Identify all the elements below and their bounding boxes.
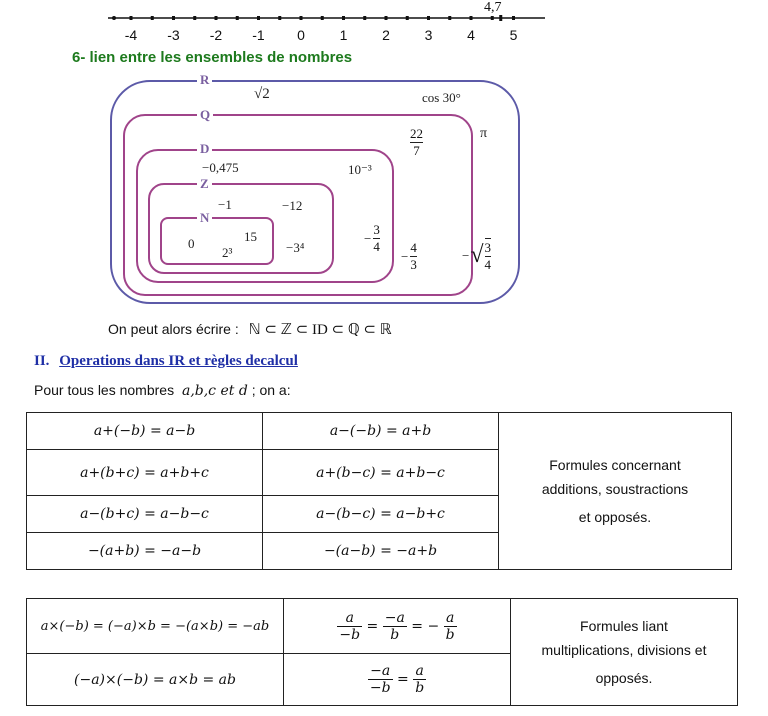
frac-denominator: b bbox=[415, 680, 425, 696]
value-fifteen: 15 bbox=[244, 229, 257, 244]
section-2-intro bbox=[34, 382, 291, 399]
fraction bbox=[485, 238, 492, 273]
equals: = bbox=[366, 618, 379, 634]
multiplication-rules-description bbox=[511, 599, 738, 706]
fraction bbox=[410, 240, 417, 273]
number-line-tick-label: 1 bbox=[339, 27, 348, 43]
formula-cell: a+(−b) = a−b bbox=[27, 413, 263, 450]
frac-denominator: b bbox=[445, 626, 455, 643]
fraction bbox=[444, 610, 457, 643]
number-line-tick-label: 5 bbox=[509, 27, 518, 43]
number-line-tick-label: 4 bbox=[467, 27, 475, 43]
number-line-tick-label: -3 bbox=[167, 27, 180, 43]
addition-rules-description bbox=[499, 413, 732, 570]
description-line: Formules concernant bbox=[549, 457, 681, 473]
number-line-minor-tick bbox=[278, 16, 281, 20]
frac-denominator: 4 bbox=[373, 239, 380, 254]
minus-sign: − bbox=[462, 247, 470, 263]
number-line-tick bbox=[342, 16, 345, 20]
fraction-formula-cell bbox=[284, 599, 511, 654]
formula-cell: a−(b+c) = a−b−c bbox=[27, 496, 263, 533]
formula-cell: −(a−b) = −a+b bbox=[263, 533, 499, 570]
intro-end: ; on a: bbox=[251, 382, 291, 398]
minus-sign: − bbox=[364, 230, 372, 246]
number-line-tick-label: 2 bbox=[382, 27, 390, 43]
value-minus-4-over-3 bbox=[401, 240, 417, 273]
conclusion-formula: ℕ ⊂ ℤ ⊂ ID ⊂ ℚ ⊂ ℝ bbox=[248, 322, 392, 338]
set-z-label: Z bbox=[197, 176, 212, 192]
frac-numerator: a bbox=[345, 609, 354, 626]
value-22-over-7 bbox=[410, 126, 423, 159]
formula-cell: a+(b−c) = a+b−c bbox=[263, 450, 499, 496]
formula-cell: a−(b−c) = a−b+c bbox=[263, 496, 499, 533]
number-line-tick-label: 3 bbox=[424, 27, 433, 43]
number-line-tick bbox=[512, 16, 515, 20]
frac-denominator: b bbox=[390, 626, 400, 643]
description-line: Formules liant bbox=[580, 618, 668, 634]
section-2-title: Operations dans IR et règles decalcul bbox=[59, 353, 298, 369]
value-minus-sqrt-3-over-4 bbox=[462, 238, 491, 273]
multiplication-rules-table bbox=[26, 598, 738, 706]
number-line-tick bbox=[470, 16, 473, 20]
intro-text: Pour tous les nombres bbox=[34, 382, 175, 398]
set-r-label: R bbox=[197, 72, 212, 88]
value-10-pow-minus3: 10⁻³ bbox=[348, 162, 372, 177]
sqrt-sign: √ bbox=[470, 242, 484, 268]
frac-numerator: 3 bbox=[373, 222, 380, 237]
number-line-tick bbox=[385, 16, 388, 20]
conclusion-label: On peut alors écrire : bbox=[108, 321, 239, 337]
fraction bbox=[368, 663, 393, 696]
fraction bbox=[337, 610, 362, 643]
number-line-minor-tick bbox=[151, 16, 154, 20]
value-minus1: −1 bbox=[218, 197, 232, 212]
number-line-tick bbox=[215, 16, 218, 20]
value-cos30: cos 30° bbox=[422, 90, 461, 105]
minus-sign: − bbox=[401, 248, 409, 264]
section-2-heading bbox=[34, 353, 298, 370]
frac-numerator: −a bbox=[370, 663, 391, 679]
number-line-minor-tick bbox=[321, 16, 324, 20]
value-minus-0475: −0,475 bbox=[202, 160, 239, 175]
table-row bbox=[27, 599, 738, 654]
conclusion-line bbox=[108, 320, 392, 339]
addition-rules-table bbox=[26, 412, 732, 570]
description-line: additions, soustractions bbox=[541, 481, 689, 497]
value-minus-3-over-4 bbox=[364, 222, 380, 255]
description-line: et opposés. bbox=[578, 509, 652, 525]
frac-denominator: 3 bbox=[410, 257, 417, 272]
fraction-formula-cell bbox=[284, 654, 511, 706]
intro-variables: a,b,c et d bbox=[181, 383, 248, 399]
set-n-label: N bbox=[197, 210, 212, 226]
frac-numerator: 3 bbox=[484, 240, 492, 255]
frac-denominator: −b bbox=[339, 626, 361, 643]
set-q-label: Q bbox=[197, 107, 213, 123]
number-line-tick bbox=[300, 16, 303, 20]
number-line-tick bbox=[257, 16, 260, 20]
formula-cell: a×(−b) = (−a)×b = −(a×b) = −ab bbox=[27, 599, 284, 654]
fraction bbox=[373, 222, 380, 255]
value-minus-3-pow-4: −3⁴ bbox=[286, 240, 305, 255]
number-line-start-dot bbox=[112, 16, 116, 20]
description-line: opposés. bbox=[595, 670, 653, 686]
number-line-tick-label: -1 bbox=[252, 27, 265, 43]
frac-denominator: −b bbox=[369, 680, 391, 696]
frac-numerator: −a bbox=[384, 609, 405, 626]
frac-numerator: a bbox=[445, 609, 455, 626]
set-d-label: D bbox=[197, 141, 212, 157]
frac-denominator: 7 bbox=[413, 143, 420, 158]
section-6-heading: 6- lien entre les ensembles de nombres bbox=[72, 49, 353, 66]
value-sqrt2: √2 bbox=[254, 86, 270, 102]
fraction bbox=[383, 610, 407, 643]
equals-minus: = − bbox=[411, 618, 440, 634]
value-zero: 0 bbox=[188, 236, 195, 251]
number-line-tick-label: -2 bbox=[209, 27, 223, 43]
value-pi: π bbox=[480, 126, 488, 141]
number-line-tick bbox=[427, 16, 430, 20]
section-2-number: II. bbox=[34, 353, 50, 369]
equals: = bbox=[397, 671, 409, 688]
number-line-tick-label: -4 bbox=[124, 27, 138, 43]
formula-cell: a+(b+c) = a+b+c bbox=[27, 450, 263, 496]
value-2-cubed: 2³ bbox=[222, 245, 233, 260]
frac-denominator: 4 bbox=[484, 257, 492, 272]
frac-numerator: a bbox=[415, 663, 424, 679]
number-line-marked-value: 4,7 bbox=[484, 0, 502, 15]
formula-cell: a−(−b) = a+b bbox=[263, 413, 499, 450]
number-line-minor-tick bbox=[236, 16, 239, 20]
number-line-minor-tick bbox=[363, 16, 366, 20]
table-row bbox=[27, 413, 732, 450]
formula-cell: −(a+b) = −a−b bbox=[27, 533, 263, 570]
number-line-minor-tick bbox=[491, 16, 494, 20]
number-line-tick bbox=[130, 16, 133, 20]
formula-cell: (−a)×(−b) = a×b = ab bbox=[27, 654, 284, 706]
fraction bbox=[413, 663, 426, 696]
number-line-minor-tick bbox=[193, 16, 196, 20]
number-line-tick bbox=[172, 16, 175, 20]
number-line-minor-tick bbox=[448, 16, 451, 20]
number-line-tick-label: 0 bbox=[297, 27, 305, 43]
frac-numerator: 22 bbox=[410, 126, 423, 141]
description-line: multiplications, divisions et bbox=[541, 642, 707, 658]
value-minus12: −12 bbox=[282, 198, 303, 213]
number-line-minor-tick bbox=[406, 16, 409, 20]
frac-numerator: 4 bbox=[410, 240, 417, 255]
